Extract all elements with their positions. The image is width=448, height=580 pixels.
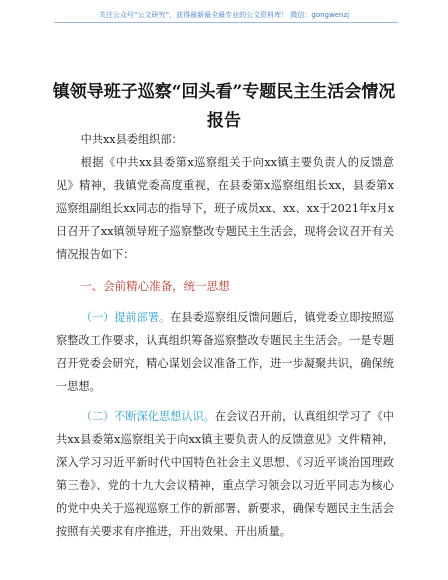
document-body	[56, 128, 394, 543]
section-heading: 一、会前精心准备，统一思想	[80, 279, 230, 293]
paragraph-prepare	[56, 306, 394, 398]
title-line-2: 报告	[207, 111, 241, 131]
paragraph-text: 在会议召开前，认真组织学习了《中共xx县委第x巡察组关于向xx镇主要负责人的反馈意见》文件精神，深入学习习近平新时代中国特色社会主义思想、《习近平谈治国理政第三卷》、党的十九大会议精神，重点学习领会以习近平同志为核心的党中央关于巡视巡察工作的新部署、新要求，确保专题民主生活会按照有关要求有序推进，开出效果、开出质量。	[56, 410, 394, 538]
banner-divider	[54, 22, 398, 23]
paragraph-text: 在县委巡察组反馈问题后，镇党委立即按照巡察整改工作要求，认真组织筹备巡察整改专题民主生活会。一是专题召开党委会研究，精心谋划会议准备工作，进一步凝聚共识，确保统一思想。	[56, 311, 394, 393]
title-line-1: 镇领导班子巡察“回头看”专题民主生活会情况	[52, 82, 396, 102]
paragraph-thinking	[56, 405, 394, 543]
intro-paragraph: 根据《中共xx县委第x巡察组关于向xx镇主要负责人的反馈意见》精神，我镇党委高度重视，在县委第x巡察组组长xx，县委第x巡察组副组长xx同志的指导下，班子成员xx、xx、xx于2021年x月x日召开了xx镇领导班子巡察整改专题民主生活会，现将会议召开有关情况报告如下：	[56, 156, 394, 261]
paragraph-lead: （一）提前部署。	[80, 311, 171, 324]
promo-banner: 关注公众号“公文研究”，获得最新最全最专业的公文资料库！ 微信：gongwenzj	[98, 11, 350, 19]
paragraph-lead: （二）不断深化思想认识。	[80, 410, 215, 423]
salutation: 中共xx县委组织部：	[80, 133, 183, 146]
